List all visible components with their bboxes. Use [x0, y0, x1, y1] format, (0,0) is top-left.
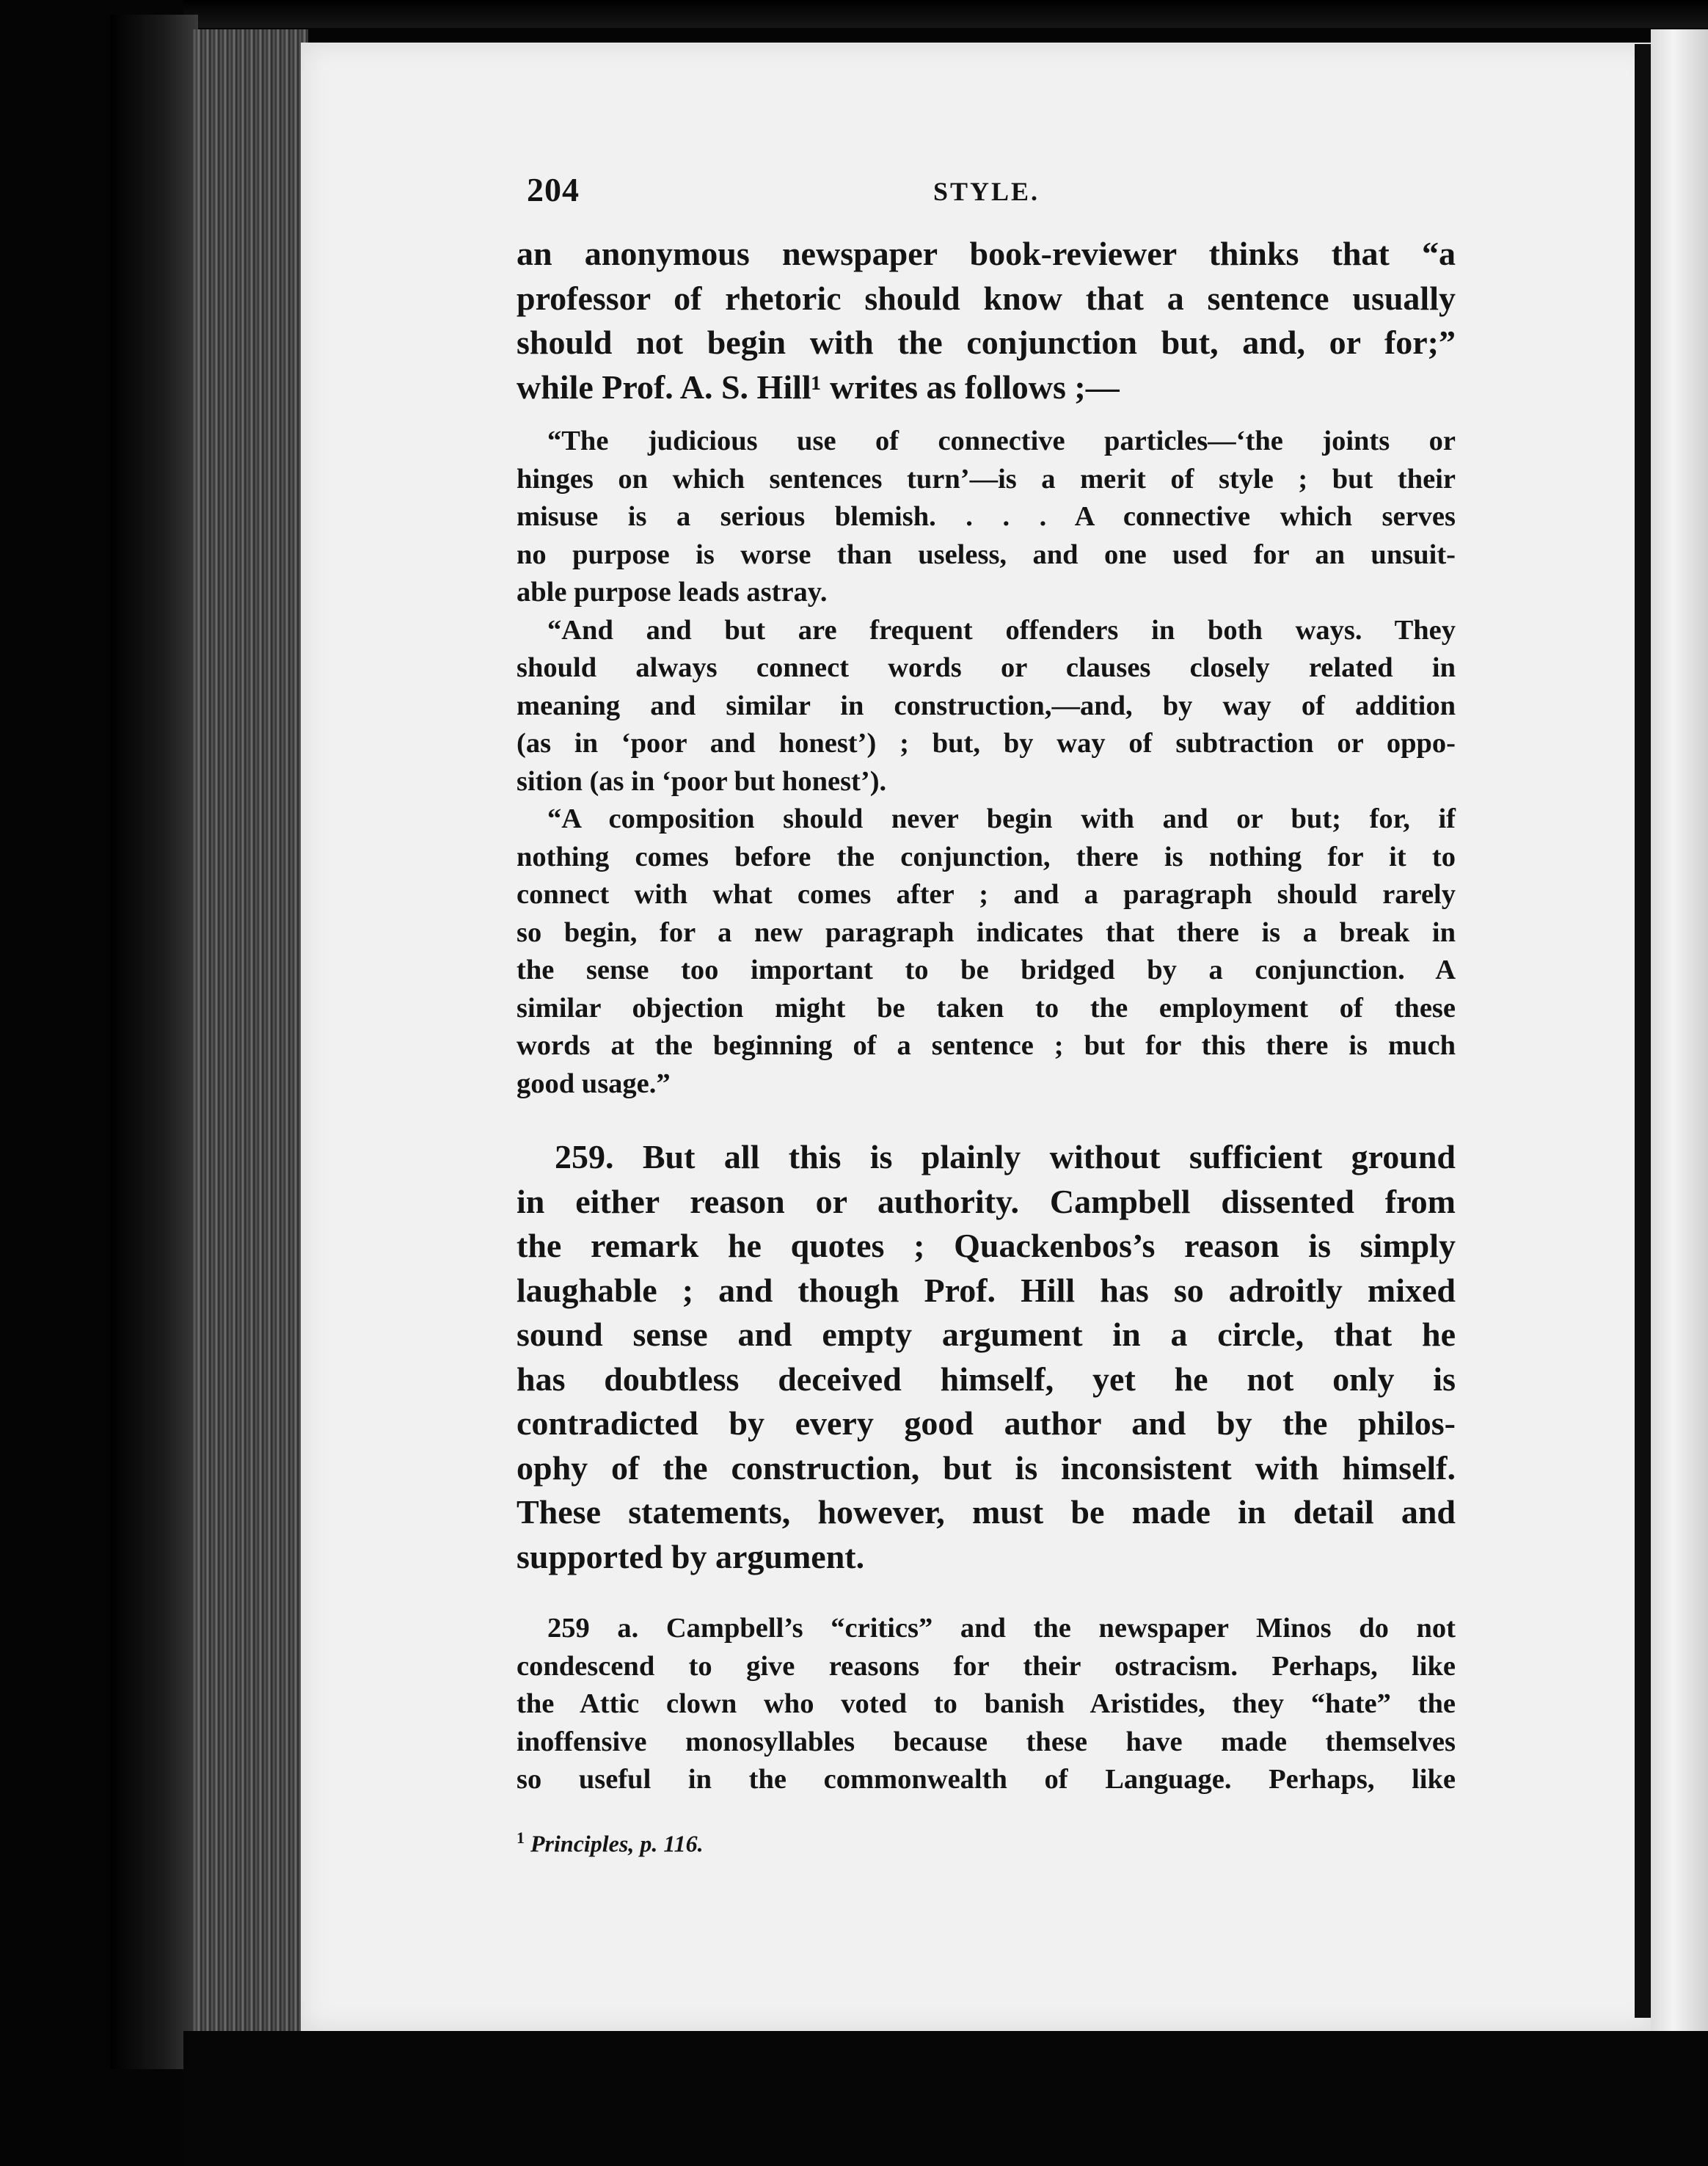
text-line: words at the beginning of a sentence ; but for this there is much: [517, 1030, 1456, 1061]
text-line: connect with what comes after ; and a paragraph should rarely: [517, 879, 1456, 910]
text-line: has doubtless deceived himself, yet he not only is: [517, 1360, 1456, 1398]
book-top-edge: [183, 0, 1708, 28]
section-259: [517, 1135, 1456, 1579]
text-line: so useful in the commonwealth of Language. Perhaps, like: [517, 1764, 1456, 1795]
quote-paragraph: [517, 423, 1456, 612]
text-line: misuse is a serious blemish. . . . A connective which serves: [517, 501, 1456, 532]
text-line: laughable ; and though Prof. Hill has so adroitly mixed: [517, 1271, 1456, 1309]
text-line: an anonymous newspaper book-reviewer thinks that “a: [517, 235, 1456, 272]
text-line: (as in ‘poor and honest’) ; but, by way of subtraction or oppo-: [517, 728, 1456, 759]
facing-page-edge: [1651, 29, 1708, 2040]
page-stack-edges: [192, 29, 308, 2040]
text-line: able purpose leads astray.: [517, 577, 828, 608]
text-line: These statements, however, must be made in detail and: [517, 1493, 1456, 1531]
text-line: professor of rhetoric should know that a sentence usually: [517, 279, 1456, 317]
text-block: [517, 170, 1456, 1857]
text-line: good usage.”: [517, 1068, 671, 1099]
text-line: supported by argument.: [517, 1537, 865, 1575]
footnote: [517, 1828, 1456, 1858]
quote-paragraph: [517, 612, 1456, 801]
text-line: the sense too important to be bridged by a conjunction. A: [517, 955, 1456, 985]
text-line: inoffensive monosyllables because these have made themselves: [517, 1726, 1456, 1757]
text-line: sition (as in ‘poor but honest’).: [517, 765, 887, 797]
text-line: no purpose is worse than useless, and one used for an unsuit-: [517, 539, 1456, 570]
page-header: [517, 170, 1456, 229]
text-line: 259 a. Campbell’s “critics” and the newspaper Minos do not: [547, 1613, 1456, 1644]
text-line: sound sense and empty argument in a circle, that he: [517, 1316, 1456, 1353]
text-line: ophy of the construction, but is inconsistent with himself.: [517, 1448, 1456, 1487]
text-line: in either reason or authority. Campbell dissented from: [517, 1182, 1456, 1220]
text-line: contradicted by every good author and by the philos-: [517, 1404, 1456, 1442]
text-line: the remark he quotes ; Quackenbos’s reason is simply: [517, 1227, 1456, 1264]
text-line: should not begin with the conjunction but, and, or for;”: [517, 324, 1456, 361]
text-line: the Attic clown who voted to banish Aristides, they “hate” the: [517, 1688, 1456, 1719]
book-spine-shadow: [110, 15, 198, 2069]
text-line: while Prof. A. S. Hill¹ writes as follows ;—: [517, 368, 1120, 406]
quote-paragraph: [517, 801, 1456, 1103]
intro-paragraph: [517, 232, 1456, 409]
text-line: “And and but are frequent offenders in both ways. They: [547, 614, 1456, 646]
text-line: should always connect words or clauses closely related in: [517, 652, 1456, 683]
page-number: 204: [527, 171, 580, 208]
text-line: so begin, for a new paragraph indicates that there is a break in: [517, 916, 1456, 948]
text-line: meaning and similar in construction,—and, by way of addition: [517, 690, 1456, 721]
page-fold-gutter: [1635, 44, 1651, 2018]
text-line: nothing comes before the conjunction, there is nothing for it to: [517, 841, 1456, 872]
text-line: 259. But all this is plainly without sufficient ground: [555, 1138, 1456, 1175]
text-line: “The judicious use of connective particles—‘the joints or: [547, 426, 1456, 456]
text-line: hinges on which sentences turn’—is a merit of style ; but their: [517, 463, 1456, 495]
section-259a: [517, 1610, 1456, 1799]
book-bottom-edge: [183, 2031, 1708, 2166]
text-line: condescend to give reasons for their ostracism. Perhaps, like: [517, 1650, 1456, 1682]
text-line: “A composition should never begin with and or but; for, if: [547, 803, 1456, 834]
footnote-marker: 1: [517, 1828, 525, 1847]
text-line: similar objection might be taken to the employment of these: [517, 992, 1456, 1024]
footnote-text: Principles, p. 116.: [530, 1830, 704, 1857]
block-quotation: [517, 423, 1456, 1103]
running-head: STYLE.: [933, 177, 1040, 206]
